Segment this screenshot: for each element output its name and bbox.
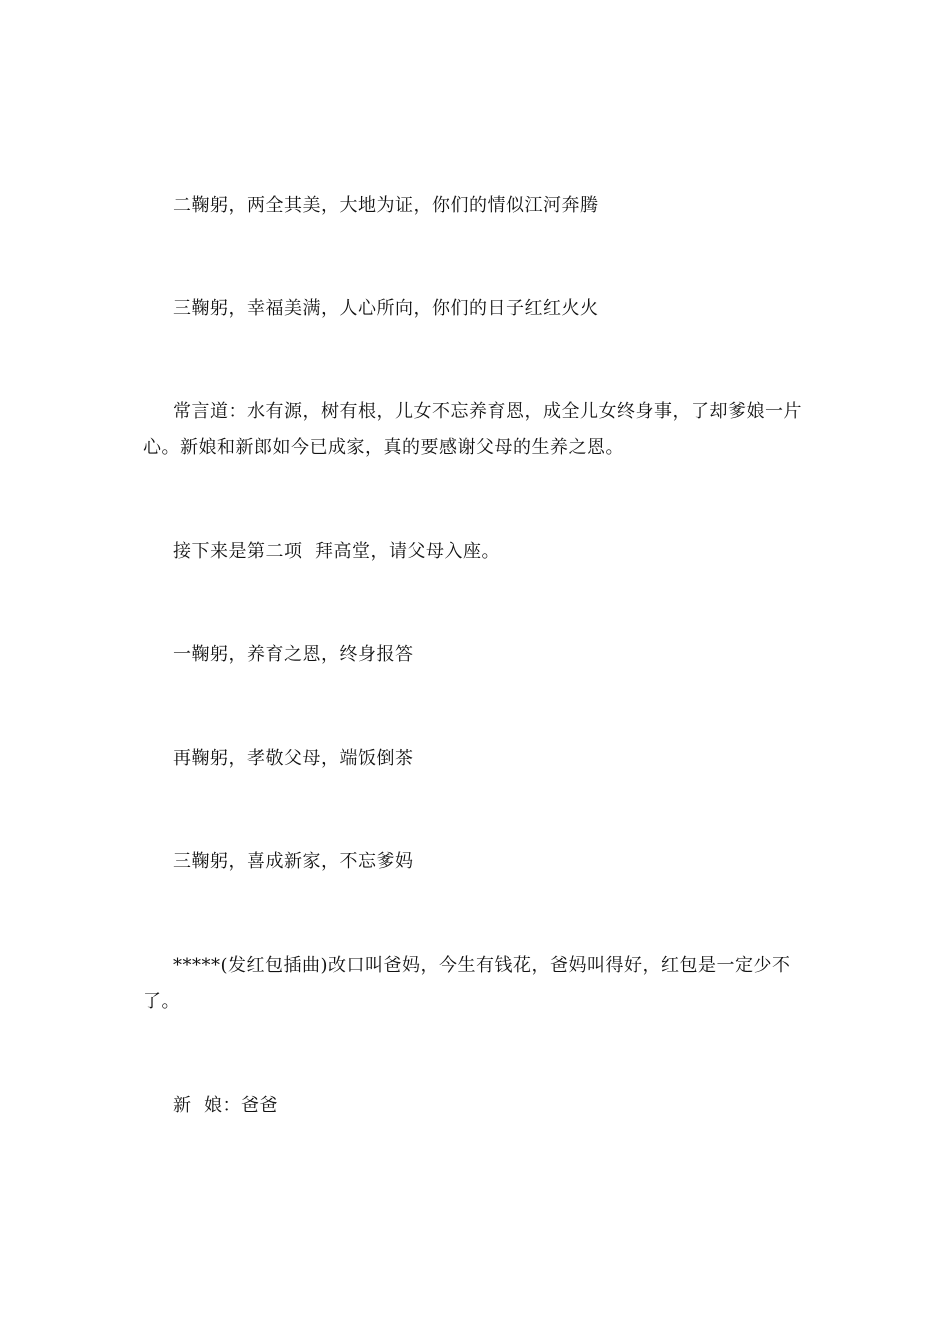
paragraph-bride-line: 新 娘：爸爸	[173, 1095, 278, 1116]
paragraph-parents-first-bow: 一鞠躬，养育之恩，终身报答	[173, 644, 414, 665]
paragraph-parents-second-bow: 再鞠躬，孝敬父母，端饭倒茶	[173, 748, 414, 769]
paragraph-second-item: 接下来是第二项 拜高堂，请父母入座。	[173, 541, 500, 562]
paragraph-third-bow: 三鞠躬，幸福美满，人心所向，你们的日子红红火火	[173, 298, 599, 319]
paragraph-parents-third-bow: 三鞠躬，喜成新家，不忘爹妈	[173, 851, 414, 872]
paragraph-red-envelope: *****(发红包插曲)改口叫爸妈，今生有钱花，爸妈叫得好，红包是一定少不了。	[143, 955, 791, 1012]
paragraph-saying: 常言道：水有源，树有根，儿女不忘养育恩，成全儿女终身事，了却爹娘一片心。新娘和新郎如今已成家，真的要感谢父母的生养之恩。	[143, 401, 802, 458]
paragraph-second-bow: 二鞠躬，两全其美，大地为证，你们的情似江河奔腾	[173, 195, 599, 216]
